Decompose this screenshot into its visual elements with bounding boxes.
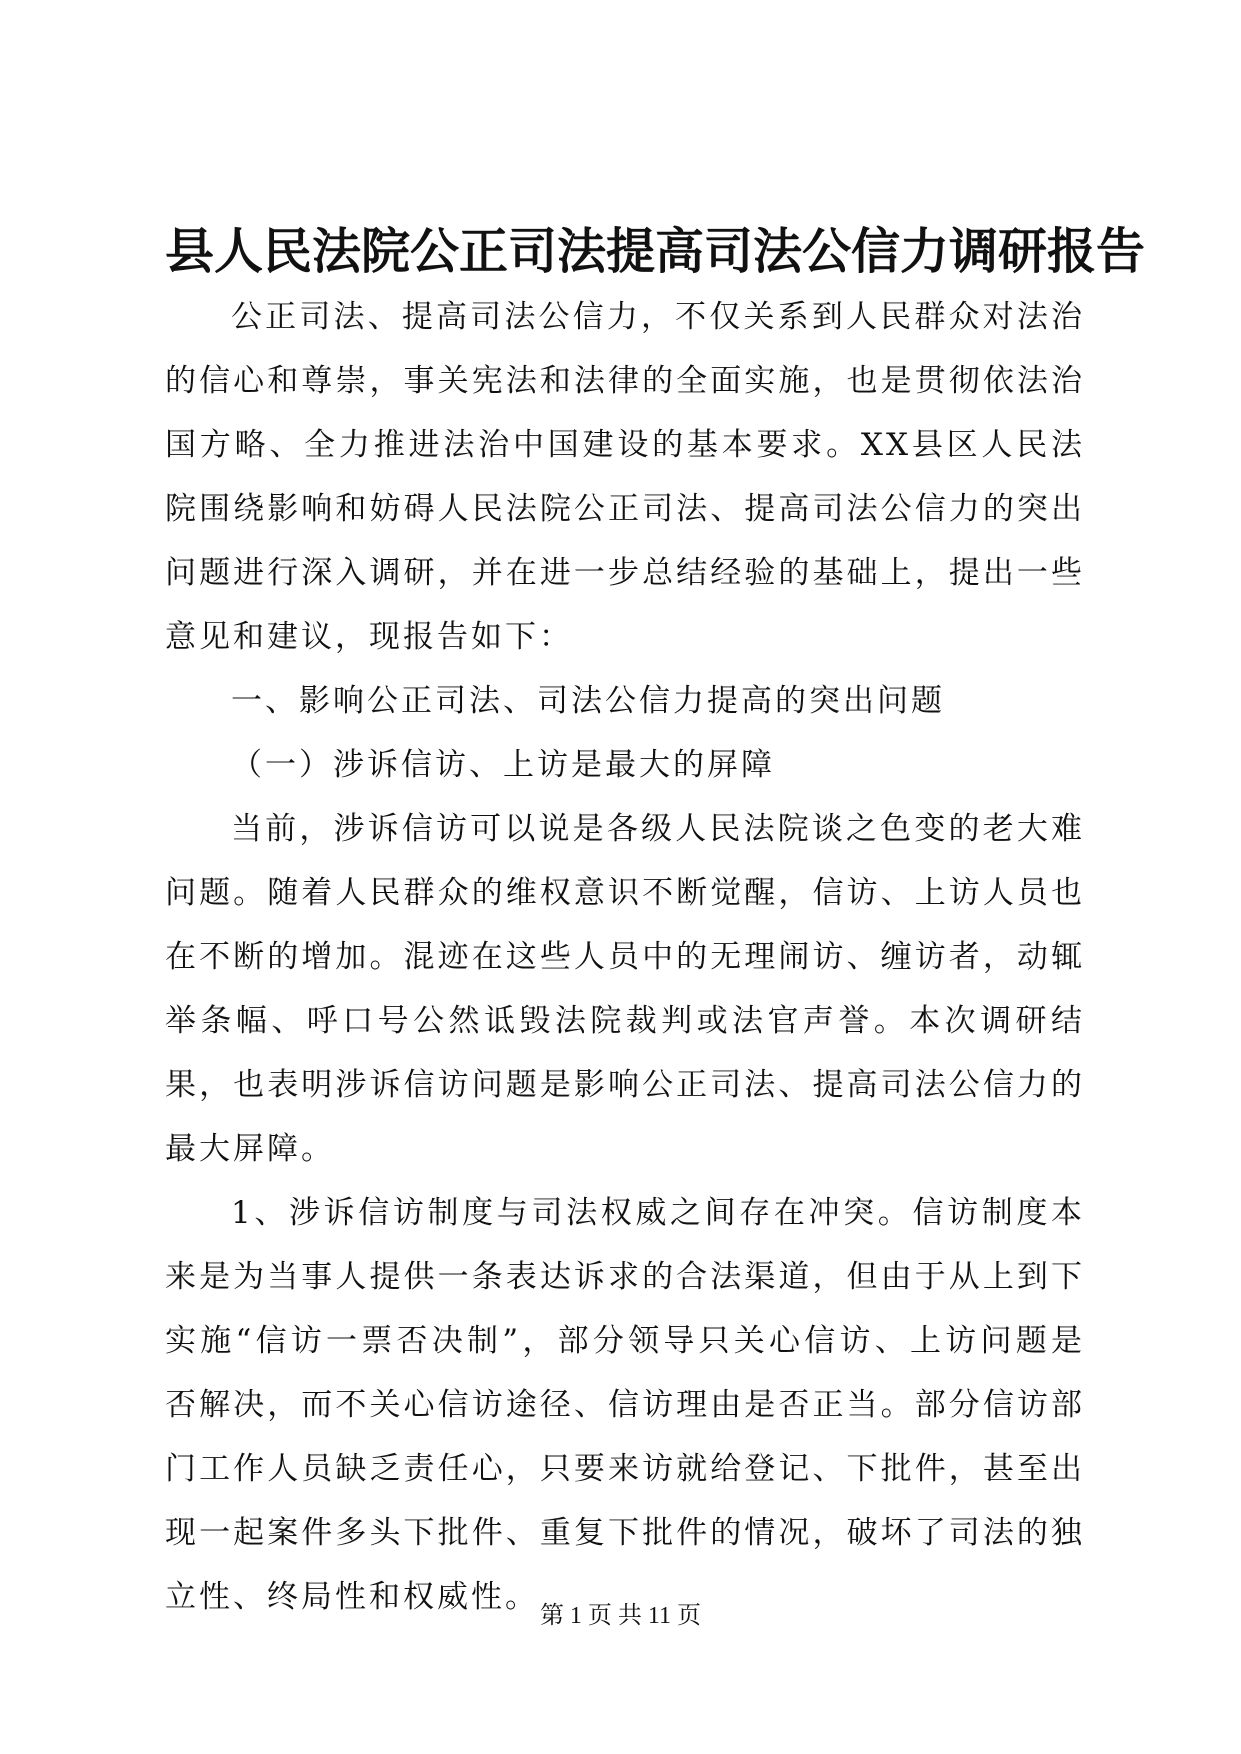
body-paragraph: 1、涉诉信访制度与司法权威之间存在冲突。信访制度本来是为当事人提供一条表达诉求的合法渠道，但由于从上到下实施“信访一票否决制”，部分领导只关心信访、上访问题是否解决，而不关心信访途径、信访理由是否正当。部分信访部门工作人员缺乏责任心，只要来访就给登记、下批件，甚至出现一起案件多头下批件、重复下批件的情况，破坏了司法的独立性、终局性和权威性。	[165, 1195, 1085, 1615]
body-paragraph: 当前，涉诉信访可以说是各级人民法院谈之色变的老大难问题。随着人民群众的维权意识不断觉醒，信访、上访人员也在不断的增加。混迹在这些人员中的无理闹访、缠访者，动辄举条幅、呼口号公然诋毁法院裁判或法官声誉。本次调研结果，也表明涉诉信访问题是影响公正司法、提高司法公信力的最大屏障。	[165, 811, 1085, 1167]
subsection-heading: （一）涉诉信访、上访是最大的屏障	[231, 747, 775, 783]
intro-paragraph: 公正司法、提高司法公信力，不仅关系到人民群众对法治的信心和尊崇，事关宪法和法律的全面实施，也是贯彻依法治国方略、全力推进法治中国建设的基本要求。XX县区人民法院围绕影响和妨碍人民法院公正司法、提高司法公信力的突出问题进行深入调研，并在进一步总结经验的基础上，提出一些意见和建议，现报告如下：	[165, 299, 1085, 655]
section-heading: 一、影响公正司法、司法公信力提高的突出问题	[231, 683, 945, 719]
page-number-footer: 第 1 页 共 11 页	[539, 1603, 702, 1629]
document-body	[165, 285, 1085, 1629]
document-title: 县人民法院公正司法提高司法公信力调研报告	[165, 222, 1146, 280]
